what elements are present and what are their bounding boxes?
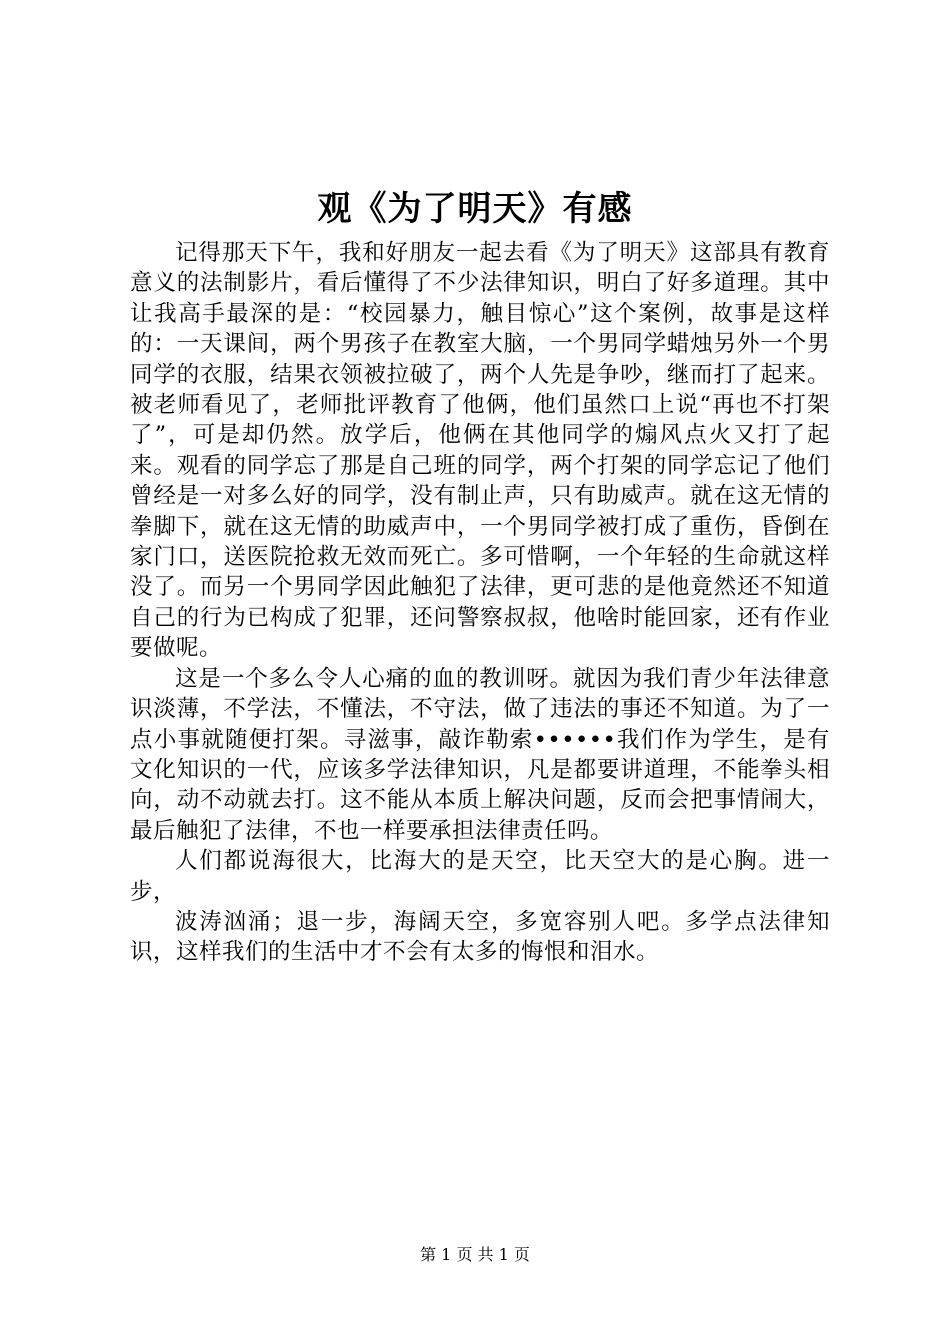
- page-footer: 第 1 页 共 1 页: [420, 1245, 530, 1264]
- paragraph-4: 波涛汹涌；退一步，海阔天空，多宽容别人吧。多学点法律知识，这样我们的生活中才不会有太多的悔恨和泪水。: [130, 908, 830, 966]
- paragraph-1: 记得那天下午，我和好朋友一起去看《为了明天》这部具有教育意义的法制影片，看后懂得了不少法律知识，明白了好多道理。其中让我高手最深的是：“校园暴力，触目惊心”这个案例，故事是这样的：一天课间，两个男孩子在教室大脑，一个男同学蜡烛另外一个男同学的衣服，结果衣领被拉破了，两个人先是争吵，继而打了起来。被老师看见了，老师批评教育了他俩，他们虽然口上说“再也不打架了”，可是却仍然。放学后，他俩在其他同学的煽风点火又打了起来。观看的同学忘了那是自己班的同学，两个打架的同学忘记了他们曾经是一对多么好的同学，没有制止声，只有助威声。就在这无情的拳脚下，就在这无情的助威声中，一个男同学被打成了重伤，昏倒在家门口，送医院抢救无效而死亡。多可惜啊，一个年轻的生命就这样没了。而另一个男同学因此触犯了法律，更可悲的是他竟然还不知道自己的行为已构成了犯罪，还问警察叔叔，他啥时能回家，还有作业要做呢。: [130, 240, 830, 662]
- document-title: 观《为了明天》有感: [317, 189, 633, 229]
- paragraph-3: 人们都说海很大，比海大的是天空，比天空大的是心胸。进一步，: [130, 848, 830, 905]
- paragraph-2: 这是一个多么令人心痛的血的教训呀。就因为我们青少年法律意识淡薄，不学法，不懂法，不守法，做了违法的事还不知道。为了一点小事就随便打架。寻滋事，敲诈勒索••••••我们作为学生，是有文化知识的一代，应该多学法律知识，凡是都要讲道理，不能拳头相向，动不动就去打。这不能从本质上解决问题，反而会把事情闹大，最后触犯了法律，不也一样要承担法律责任吗。: [130, 665, 830, 844]
- document-body: [130, 238, 830, 968]
